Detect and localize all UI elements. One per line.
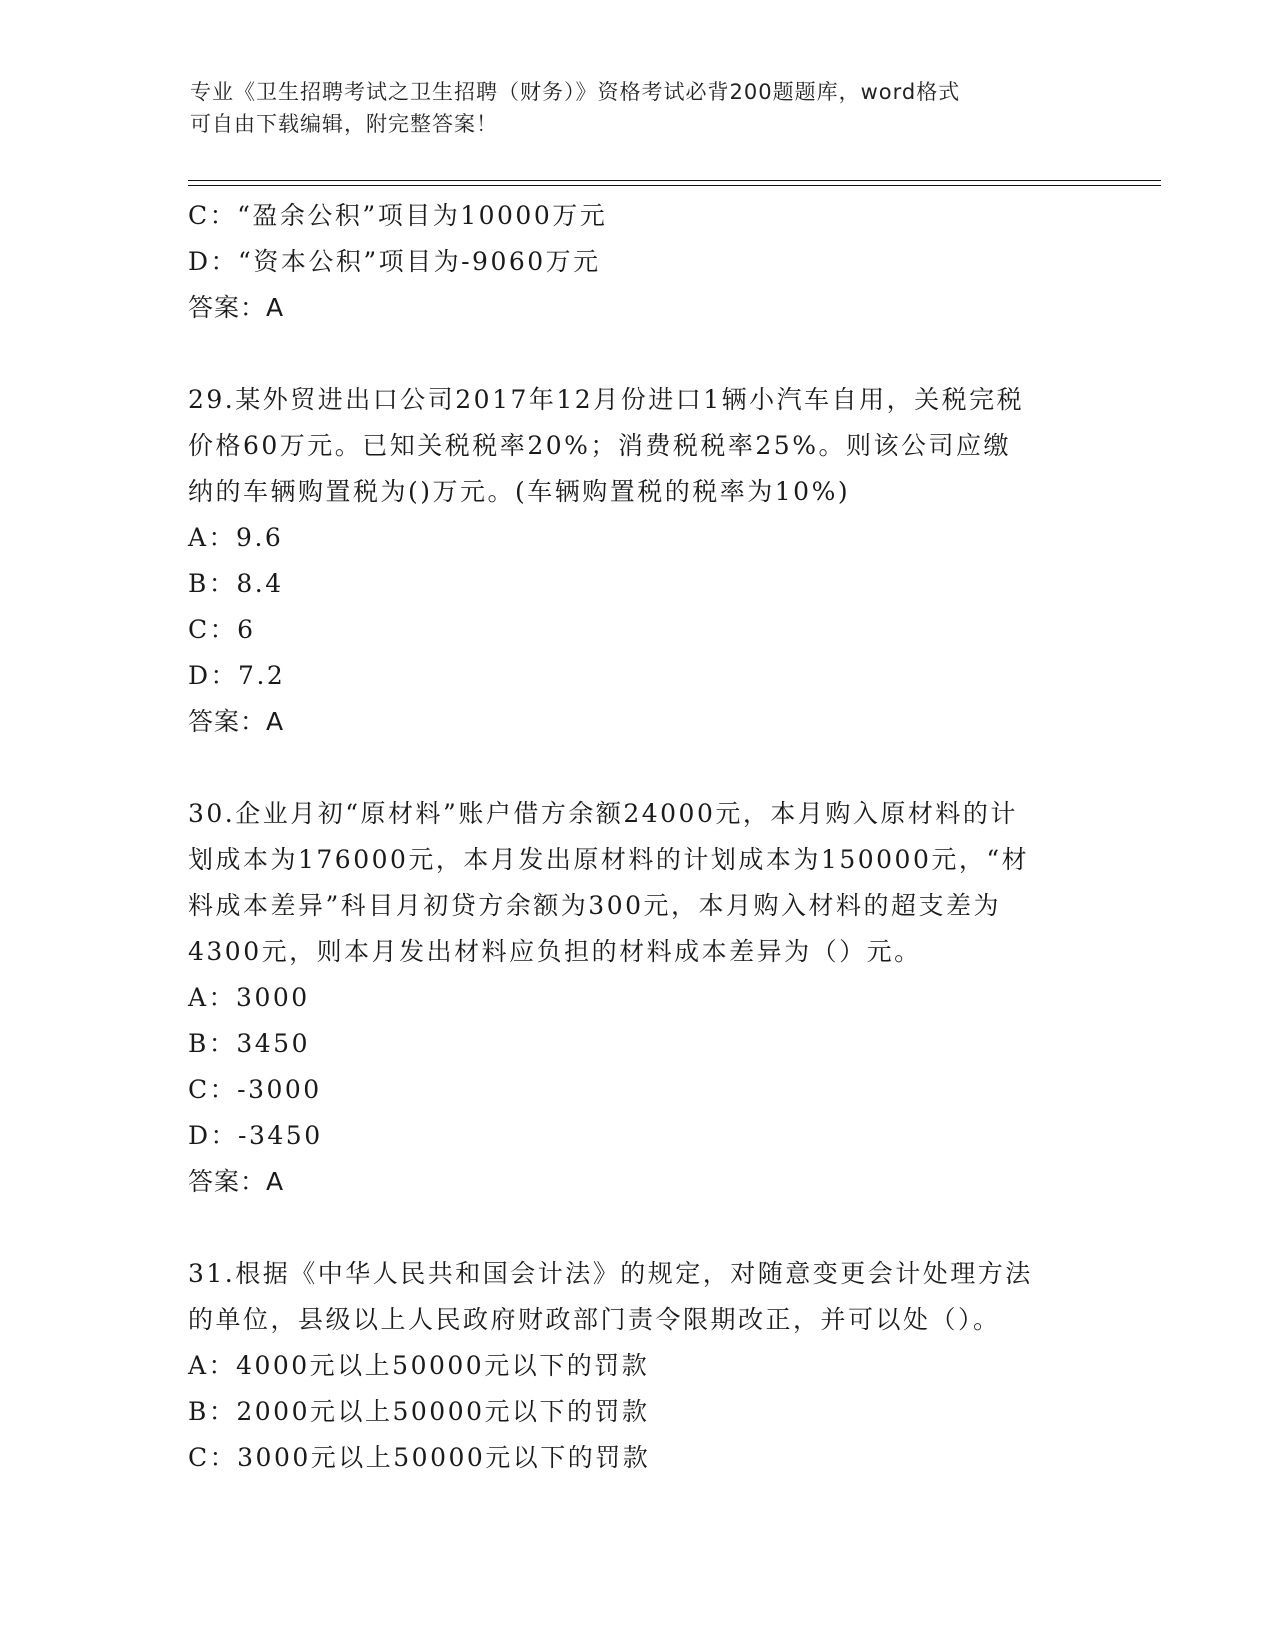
option-line: B：8.4	[188, 569, 284, 598]
option-line: C：“盈余公积”项目为10000万元	[188, 201, 608, 230]
answer-line: 答案：A	[188, 1167, 285, 1196]
question-text-line: 29.某外贸进出口公司2017年12月份进口1辆小汽车自用，关税完税	[188, 385, 1025, 414]
option-line: A：3000	[188, 983, 310, 1012]
question-text-line: 30.企业月初“原材料”账户借方余额24000元，本月购入原材料的计	[188, 799, 1018, 828]
question-text-line: 划成本为176000元，本月发出原材料的计划成本为150000元，“材	[188, 845, 1030, 874]
question-text-line: 纳的车辆购置税为()万元。(车辆购置税的税率为10%)	[188, 477, 851, 506]
question-text-line: 料成本差异”科目月初贷方余额为300元，本月购入材料的超支差为	[188, 891, 1002, 920]
option-line: D：“资本公积”项目为-9060万元	[188, 247, 601, 276]
block-spacer	[188, 745, 1088, 791]
answer-line: 答案：A	[188, 293, 285, 322]
answer-line: 答案：A	[188, 707, 285, 736]
option-line: C：-3000	[188, 1075, 322, 1104]
header-divider-top	[188, 180, 1161, 181]
question-text-line: 价格60万元。已知关税税率20%；消费税税率25%。则该公司应缴	[188, 431, 1011, 460]
question-content	[188, 193, 1088, 1481]
document-header	[190, 76, 1090, 140]
question-text-line: 31.根据《中华人民共和国会计法》的规定，对随意变更会计处理方法	[188, 1259, 1033, 1288]
question-text-line: 4300元，则本月发出材料应负担的材料成本差异为（）元。	[188, 937, 922, 966]
option-line: C：3000元以上50000元以下的罚款	[188, 1443, 651, 1472]
option-line: A：4000元以上50000元以下的罚款	[188, 1351, 650, 1380]
question-text-line: 的单位，县级以上人民政府财政部门责令限期改正，并可以处（）。	[188, 1305, 1001, 1334]
header-line-2: 可自由下载编辑，附完整答案！	[190, 112, 498, 136]
option-line: D：7.2	[188, 661, 286, 690]
header-divider-bottom	[188, 185, 1161, 186]
block-spacer	[188, 331, 1088, 377]
option-line: C：6	[188, 615, 256, 644]
option-line: B：3450	[188, 1029, 310, 1058]
option-line: A：9.6	[188, 523, 284, 552]
header-line-1: 专业《卫生招聘考试之卫生招聘（财务）》资格考试必背200题题库，word格式	[190, 80, 961, 104]
option-line: B：2000元以上50000元以下的罚款	[188, 1397, 650, 1426]
option-line: D：-3450	[188, 1121, 323, 1150]
block-spacer	[188, 1205, 1088, 1251]
